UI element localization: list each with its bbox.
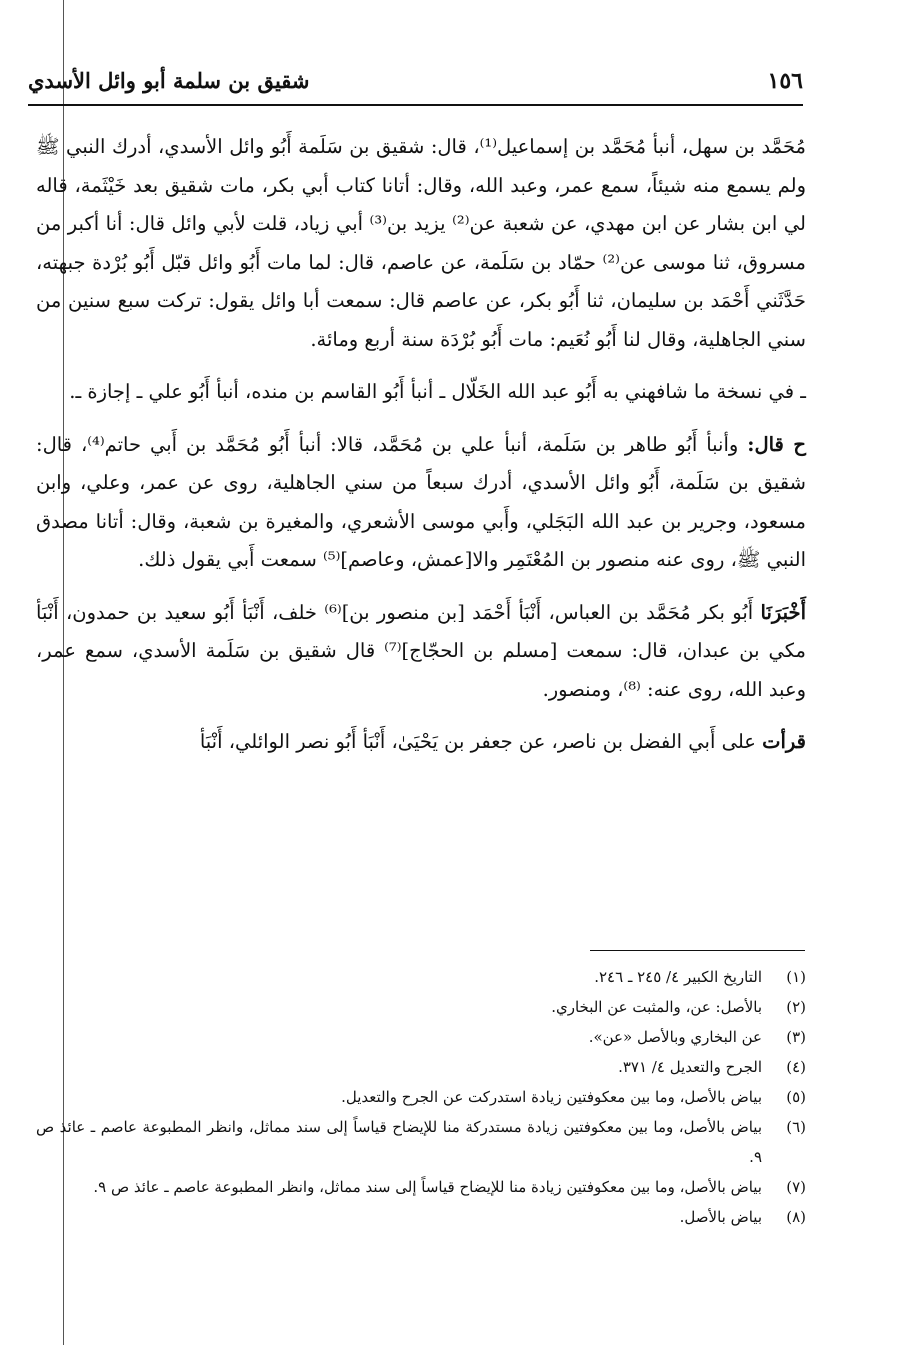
paragraph-text: أَبُو بكر مُحَمَّد بن العباس، أَنْبَأ أَحْمَد [بن منصور بن]⁽⁶⁾ خلف، أَنْبَأ أَبُو سعيد بن حمدون، أَنْبَأ مكي بن عبدان، قال: سمعت [مسلم بن الحجّاج]⁽⁷⁾ قال شقيق بن سَلَمة الأسدي، سمع عمر، وعبد الله، روى عنه: ⁽⁸⁾، ومنصور. [36,600,806,701]
paragraph-4 [36,594,806,710]
paragraph-1 [36,128,806,359]
footnote-number: (١) [786,968,806,986]
paragraph-text: على أَبي الفضل بن ناصر، عن جعفر بن يَحْيَىٰ، أَنْبَأ أَبُو نصر الوائلي، أَنْبَأ [199,730,756,753]
paragraph-2 [36,373,806,412]
footnote-number: (٤) [786,1058,806,1076]
paragraph-text: مُحَمَّد بن سهل، أنبأ مُحَمَّد بن إسماعيل⁽¹⁾، قال: شقيق بن سَلَمة أَبُو وائل الأسدي، أدرك النبي ﷺ ولم يسمع منه شيئاً، سمع عمر، وعبد الله، وقال: أتانا كتاب أبي بكر، مات شقيق بعد خَيْثَمة، قاله لي ابن بشار عن ابن مهدي، عن شعبة عن⁽²⁾ يزيد بن⁽³⁾ أبي زياد، قلت لأبي وائل قال: أنا أكبر من مسروق، ثنا موسى عن⁽²⁾ حمّاد بن سَلَمة، عن عاصم، قال: لما مات أَبُو وائل قبّل أَبُو بُرْدة جبهته، حَدَّثَني أَحْمَد بن سليمان، ثنا أَبُو بكر، عن عاصم قال: سمعت أبا وائل يقول: تركت سبع سنين من سني الجاهلية، وقال لنا أَبُو نُعَيم: مات أَبُو بُرْدَة سنة أربع ومائة. [36,135,806,351]
footnote-text: بياض بالأصل، وما بين معكوفتين زيادة استدركت عن الجرح والتعديل. [341,1088,762,1106]
footnote-text: الجرح والتعديل ٤/ ٣٧١. [618,1058,762,1076]
paragraph-3 [36,426,806,580]
footnote-text: بياض بالأصل. [679,1208,762,1226]
paragraph-lead-word: قرأت [762,730,806,753]
footnote [36,1172,806,1202]
footnotes [36,962,806,1232]
footnote-number: (٦) [786,1118,806,1136]
footnote-text: بياض بالأصل، وما بين معكوفتين زيادة مستدركة منا للإيضاح قياساً إلى سند مماثل، وانظر المطبوعة عاصم ـ عائذ ص ٩. [36,1118,762,1166]
footnote-number: (٣) [786,1028,806,1046]
paragraph-text: ـ في نسخة ما شافهني به أَبُو عبد الله الخَلّال ـ أنبأ أَبُو القاسم بن منده، أنبأ أَبُو علي ـ إجازة ـ. [69,380,806,403]
footnote-text: بياض بالأصل، وما بين معكوفتين زيادة منا للإيضاح قياساً إلى سند مماثل، وانظر المطبوعة عاصم ـ عائذ ص ٩. [93,1178,762,1196]
footnote-text: التاريخ الكبير ٤/ ٢٤٥ ـ ٢٤٦. [594,968,762,986]
page-header [28,64,803,102]
footnote [36,1082,806,1112]
main-text [36,128,806,776]
footnote [36,992,806,1022]
footnote-number: (٨) [786,1208,806,1226]
footnote [36,1052,806,1082]
footnote [36,1112,806,1172]
footnote-number: (٧) [786,1178,806,1196]
footnote-text: عن البخاري وبالأصل «عن». [588,1028,762,1046]
running-title: شقيق بن سلمة أبو وائل الأسدي [28,68,310,93]
footnote [36,962,806,992]
footnote-number: (٢) [786,998,806,1016]
paragraph-lead-word: ح قال: [747,432,806,456]
header-rule [28,104,803,106]
paragraph-text: وأنبأ أَبُو طاهر بن سَلَمة، أنبأ علي بن مُحَمَّد، قالا: أنبأ أَبُو مُحَمَّد بن أَبي حاتم⁽⁴⁾، قال: شقيق بن سَلَمة، أَبُو وائل الأسدي، أدرك سبعاً من سني الجاهلية، روى عن عمر، وعلي، وابن مسعود، وجرير بن عبد الله البَجَلي، وأَبي موسى الأشعري، والمغيرة بن شعبة، وقال: أتانا مصدق النبي ﷺ، روى عنه منصور بن المُعْتَمِر والا[عمش، وعاصم]⁽⁵⁾ سمعت أَبي يقول ذلك. [36,432,806,571]
page-number: ١٥٦ [767,68,803,94]
footnote [36,1202,806,1232]
footnote [36,1022,806,1052]
footnote-text: بالأصل: عن، والمثبت عن البخاري. [551,998,762,1016]
paragraph-lead-word: أَخْبَرَنَا [760,600,807,624]
footnote-number: (٥) [786,1088,806,1106]
footnote-separator [590,950,805,951]
paragraph-5 [36,723,806,762]
